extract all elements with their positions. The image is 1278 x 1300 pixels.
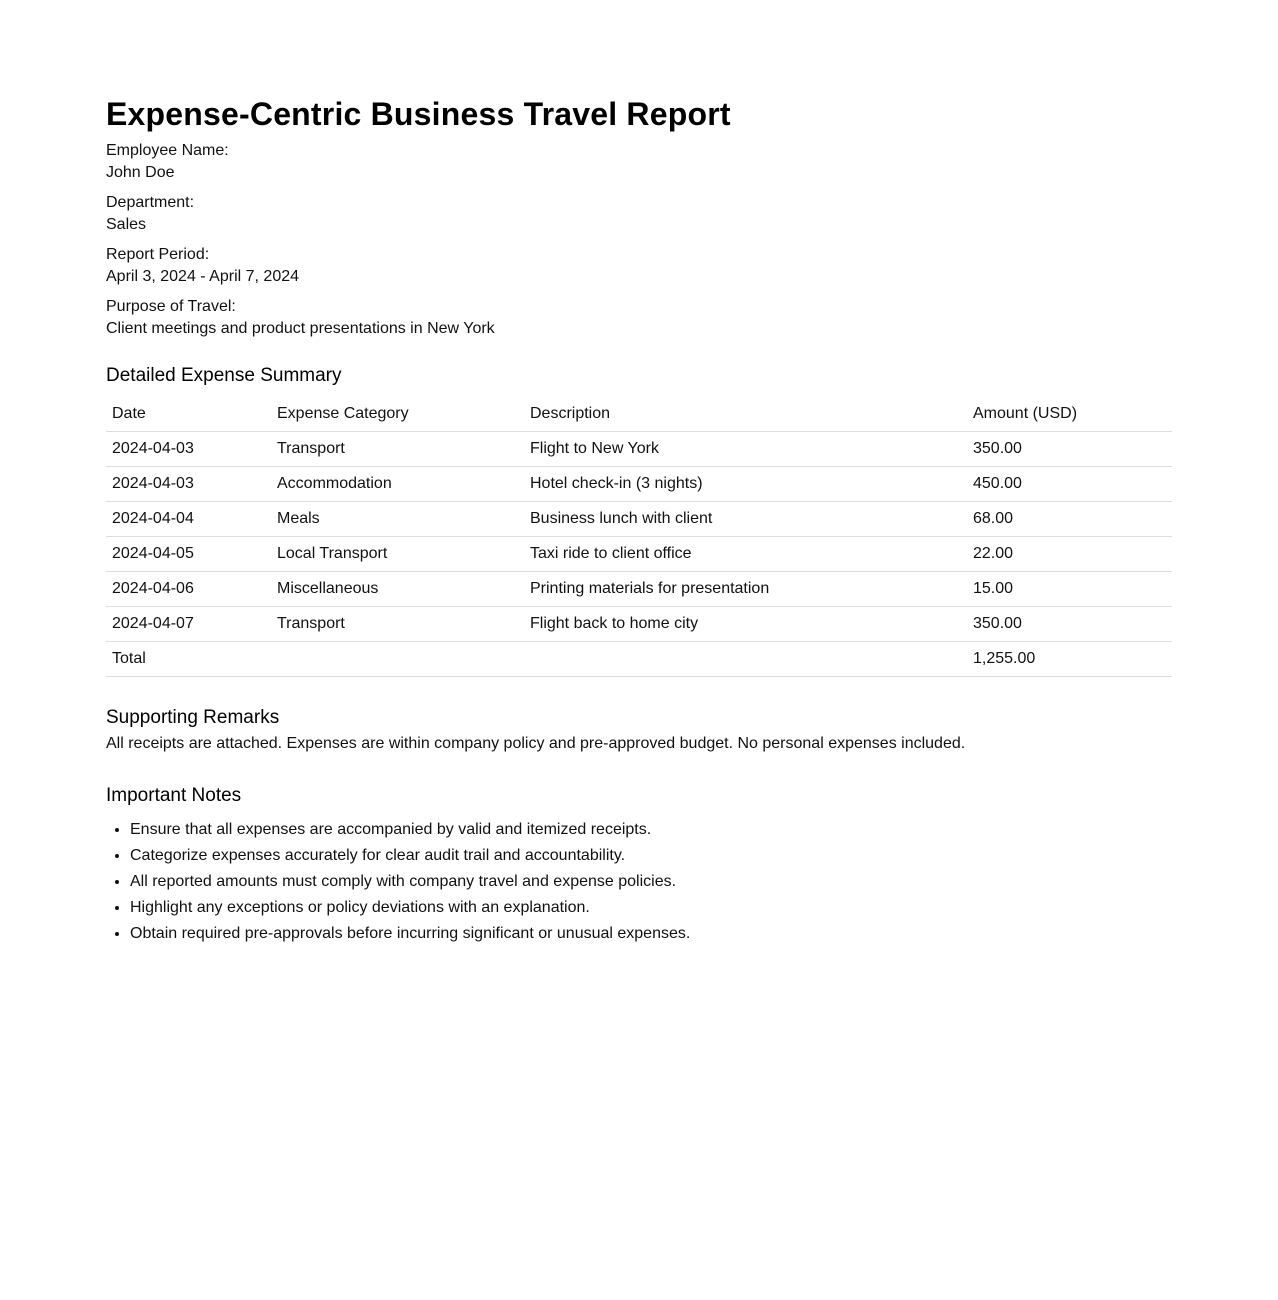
important-notes-heading: Important Notes (106, 785, 242, 806)
table-row (106, 572, 1172, 607)
list-item: • Categorize expenses accurately for clear audit trail and accountability. (130, 843, 1172, 869)
info-employee (106, 140, 1172, 184)
total-empty-cell (524, 642, 967, 677)
cell-amount: 15.00 (967, 572, 1172, 607)
total-empty-cell (271, 642, 524, 677)
list-item: • Obtain required pre-approvals before incurring significant or unusual expenses. (130, 921, 1172, 947)
purpose-value: Client meetings and product presentations in New York (106, 320, 495, 337)
list-item: • Ensure that all expenses are accompanied by valid and itemized receipts. (130, 817, 1172, 843)
info-department (106, 192, 1172, 236)
supporting-remarks-heading: Supporting Remarks (106, 707, 280, 728)
cell-description: Flight to New York (524, 432, 967, 467)
page-title: Expense-Centric Business Travel Report (106, 96, 731, 132)
list-item: • All reported amounts must comply with company travel and expense policies. (130, 869, 1172, 895)
table-header-row (106, 397, 1172, 432)
cell-amount: 350.00 (967, 432, 1172, 467)
column-header-amount: Amount (USD) (967, 397, 1172, 432)
cell-date: 2024-04-06 (106, 572, 271, 607)
column-header-description: Description (524, 397, 967, 432)
cell-amount: 22.00 (967, 537, 1172, 572)
department-label: Department: (106, 194, 195, 211)
cell-date: 2024-04-03 (106, 432, 271, 467)
purpose-label: Purpose of Travel: (106, 298, 236, 315)
cell-description: Flight back to home city (524, 607, 967, 642)
total-label: Total (106, 642, 271, 677)
report-period-label: Report Period: (106, 246, 210, 263)
cell-amount: 350.00 (967, 607, 1172, 642)
table-row (106, 467, 1172, 502)
cell-category: Accommodation (271, 467, 524, 502)
cell-description: Business lunch with client (524, 502, 967, 537)
cell-category: Meals (271, 502, 524, 537)
cell-date: 2024-04-07 (106, 607, 271, 642)
cell-description: Hotel check-in (3 nights) (524, 467, 967, 502)
report-page (106, 94, 1172, 947)
table-total-row (106, 642, 1172, 677)
expense-summary-heading: Detailed Expense Summary (106, 365, 342, 386)
cell-description: Taxi ride to client office (524, 537, 967, 572)
report-period-value: April 3, 2024 - April 7, 2024 (106, 268, 300, 285)
table-row (106, 432, 1172, 467)
employee-info (106, 140, 1172, 340)
table-row (106, 537, 1172, 572)
supporting-remarks-text: All receipts are attached. Expenses are within company policy and pre-approved budget. No personal expenses included. (106, 735, 966, 752)
department-value: Sales (106, 216, 147, 233)
column-header-category: Expense Category (271, 397, 524, 432)
list-item: • Highlight any exceptions or policy deviations with an explanation. (130, 895, 1172, 921)
cell-date: 2024-04-04 (106, 502, 271, 537)
cell-category: Transport (271, 607, 524, 642)
table-row (106, 502, 1172, 537)
info-purpose (106, 296, 1172, 340)
expense-table (106, 397, 1172, 677)
column-header-date: Date (106, 397, 271, 432)
total-amount: 1,255.00 (967, 642, 1172, 677)
info-period (106, 244, 1172, 288)
important-notes-list (106, 817, 1172, 947)
cell-date: 2024-04-05 (106, 537, 271, 572)
employee-name-value: John Doe (106, 164, 175, 181)
employee-name-label: Employee Name: (106, 142, 229, 159)
cell-category: Miscellaneous (271, 572, 524, 607)
cell-amount: 450.00 (967, 467, 1172, 502)
cell-category: Transport (271, 432, 524, 467)
cell-date: 2024-04-03 (106, 467, 271, 502)
cell-category: Local Transport (271, 537, 524, 572)
table-row (106, 607, 1172, 642)
cell-amount: 68.00 (967, 502, 1172, 537)
cell-description: Printing materials for presentation (524, 572, 967, 607)
